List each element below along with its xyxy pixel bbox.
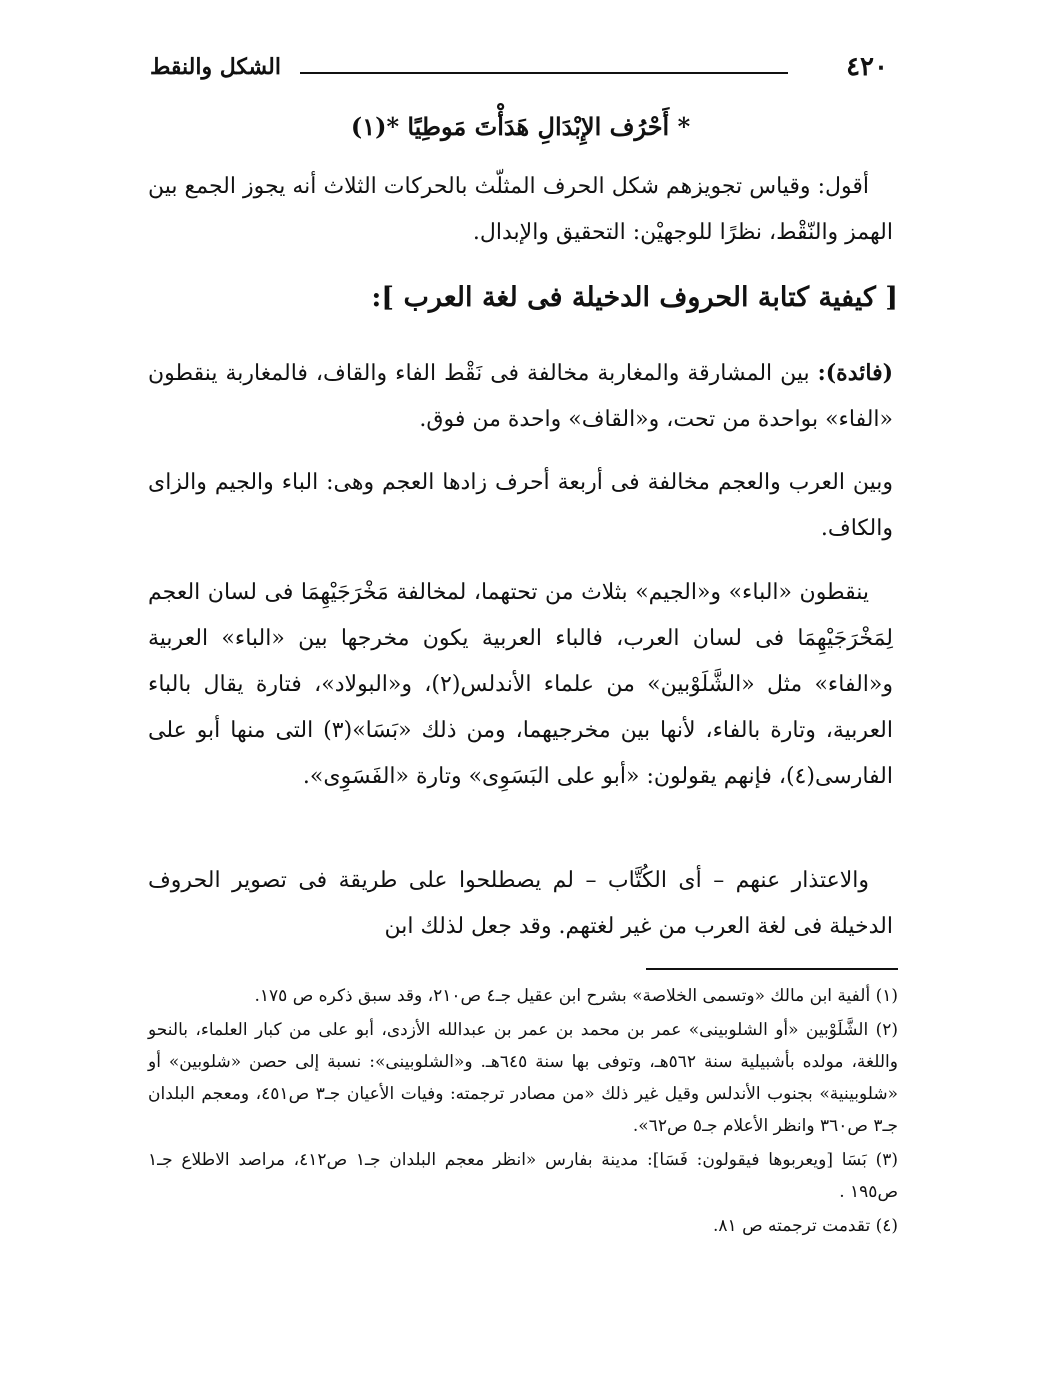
footnote-rule (646, 968, 898, 970)
fayda-text: بين المشارقة والمغاربة مخالفة فى نَقْط الفاء والقاف، فالمغاربة ينقطون «الفاء» بواحدة من تحت، و«القاف» واحدة من فوق. (148, 361, 893, 432)
paragraph-intro: أقول: وقياس تجويزهم شكل الحرف المثلّث بالحركات الثلاث أنه يجوز الجمع بين الهمز والنّقْط، نظرًا للوجهيْن: التحقيق والإبدال. (148, 174, 893, 245)
page-number: ٤٢٠ (846, 52, 888, 82)
header-rule (300, 72, 788, 74)
paragraph-arab-ajam: وبين العرب والعجم مخالفة فى أربعة أحرف زادها العجم وهى: الباء والجيم والزاى والكاف. (148, 470, 893, 541)
footnote-3: (٣) بَسَا [ويعربوها فيقولون: فَسَا]: مدينة بفارس «انظر معجم البلدان جـ١ ص٤١٢، مراصد الاطلاع جـ١ ص١٩٥ . (148, 1150, 898, 1202)
fayda-label: (فائدة): (817, 360, 893, 386)
footnote-4: (٤) تقدمت ترجمته ص ٨١. (713, 1216, 898, 1236)
footnotes (148, 980, 898, 1244)
running-title: الشكل والنقط (150, 54, 282, 80)
paragraph-apology: والاعتذار عنهم – أى الكُتَّاب – لم يصطلحوا على طريقة فى تصوير الحروف الدخيلة فى لغة العرب من غير لغتهم. وقد جعل لذلك ابن (148, 868, 893, 939)
running-header (150, 54, 888, 94)
paragraph-letters: ينقطون «الباء» و«الجيم» بثلاث من تحتهما، لمخالفة مَخْرَجَيْهِمَا فى لسان العجم لِمَخْرَجَيْهِمَا فى لسان العرب، فالباء العربية يكون مخرجها بين «الباء» العربية و«الفاء» مثل «الشَّلَوْبين» من علماء الأندلس(٢)، و«البولاد»، فتارة يقال بالباء العربية، وتارة بالفاء، لأنها بين مخرجيهما، ومن ذلك «بَسَا»(٣) التى منها أبو على الفارسى(٤)، فإنهم يقولون: «أبو على البَسَوِى» وتارة «الفَسَوِى». (148, 580, 894, 789)
section-heading: [ كيفية كتابة الحروف الدخيلة فى لغة العرب ]: (371, 282, 898, 313)
footnote-2: (٢) الشَّلَوْبين «أو الشلوبينى» عمر بن محمد بن عمر بن عبدالله الأزدى، أبو على من كبار العلماء، بالنحو واللغة، مولده بأشبيلية سنة ٥٦٢هـ، وتوفى بها سنة ٦٤٥هـ. و«الشلوبينى»: نسبة إلى حصن «شلوبين» أو «شلوبينية» بجنوب الأندلس وقيل غير ذلك «من مصادر ترجمته: وفيات الأعيان جـ٣ ص٤٥١، ومعجم البلدان جـ٣ ص٣٦٠ وانظر الأعلام جـ٥ ص٦٢». (148, 1020, 899, 1136)
paragraph-fayda (148, 350, 893, 443)
footnote-1: (١) ألفية ابن مالك «وتسمى الخلاصة» بشرح ابن عقيل جـ٤ ص٢١٠، وقد سبق ذكره ص ١٧٥. (254, 986, 898, 1006)
verse-line: * أَحْرُف الإِبْدَالِ هَدَأْتَ مَوطِيًا *(١) (350, 112, 691, 141)
